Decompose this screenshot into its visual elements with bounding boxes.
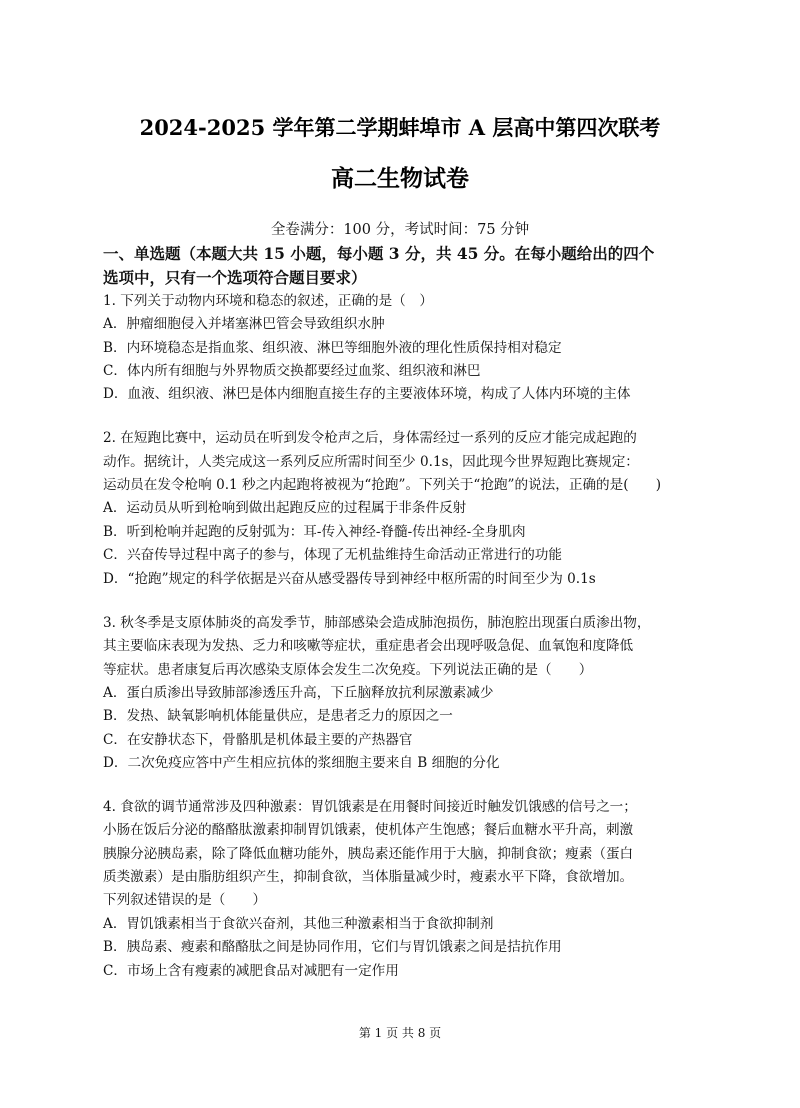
section-heading-line-2: 选项中，只有一个选项符合题目要求） <box>103 268 367 287</box>
question-4-stem-line-3: 胰腺分泌胰岛素，除了降低血糖功能外，胰岛素还能作用于大脑，抑制食欲；瘦素（蛋白 <box>103 846 634 862</box>
exam-subtitle: 高二生物试卷 <box>331 165 469 192</box>
exam-title: 2024-2025 学年第二学期蚌埠市 A 层高中第四次联考 <box>139 115 661 140</box>
page-number: 第 1 页 共 8 页 <box>358 1026 442 1040</box>
question-3-option-d: D．二次免疫应答中产生相应抗体的浆细胞主要来自 B 细胞的分化 <box>103 755 500 771</box>
section-heading-line-1: 一、单选题（本题大共 15 小题，每小题 3 分，共 45 分。在每小题给出的四个 <box>103 244 655 263</box>
question-2-option-a: A．运动员从听到枪响到做出起跑反应的过程属于非条件反射 <box>103 500 467 516</box>
question-2-stem-line-1: 2. 在短跑比赛中，运动员在听到发令枪声之后，身体需经过一系列的反应才能完成起跑的 <box>103 430 637 446</box>
question-3-option-a: A．蛋白质渗出导致肺部渗透压升高，下丘脑释放抗利尿激素减少 <box>103 685 494 701</box>
question-1-stem: 1. 下列关于动物内环境和稳态的叙述，正确的是（ ） <box>103 293 433 309</box>
question-2-stem-line-3: 运动员在发令枪响 0.1 秒之内起跑将被视为“抢跑”。下列关于“抢跑”的说法，正确的是( ) <box>103 477 662 493</box>
question-4-stem-line-2: 小肠在饭后分泌的酪酪肽激素抑制胃饥饿素，使机体产生饱感；餐后血糖水平升高，刺激 <box>103 822 634 838</box>
question-4-stem-line-4: 质类激素）是由脂肪组织产生，抑制食欲，当体脂量减少时，瘦素水平下降，食欲增加。 <box>103 869 634 885</box>
question-1-option-d: D．血液、组织液、淋巴是体内细胞直接生存的主要液体环境，构成了人体内环境的主体 <box>103 386 631 402</box>
question-4-stem-line-1: 4. 食欲的调节通常涉及四种激素：胃饥饿素是在用餐时间接近时触发饥饿感的信号之一； <box>103 799 637 815</box>
question-4-option-a: A．胃饥饿素相当于食欲兴奋剂，其他三种激素相当于食欲抑制剂 <box>103 916 494 932</box>
question-2-option-c: C．兴奋传导过程中离子的参与，体现了无机盐维持生命活动正常进行的功能 <box>103 547 562 563</box>
exam-info: 全卷满分：100 分，考试时间：75 分钟 <box>270 222 530 238</box>
question-4-option-c: C．市场上含有瘦素的减肥食品对减肥有一定作用 <box>103 963 399 979</box>
question-1-option-c: C．体内所有细胞与外界物质交换都要经过血浆、组织液和淋巴 <box>103 363 481 379</box>
question-2-stem-line-2: 动作。据统计，人类完成这一系列反应所需时间至少 0.1s，因此现今世界短跑比赛规定： <box>103 454 639 470</box>
question-4-stem-line-5: 下列叙述错误的是（ ） <box>103 892 267 908</box>
question-3-stem-line-1: 3. 秋冬季是支原体肺炎的高发季节，肺部感染会造成肺泡损伤，肺泡腔出现蛋白质渗出物， <box>103 615 651 631</box>
question-2-option-b: B．听到枪响并起跑的反射弧为：耳-传入神经-脊髓-传出神经-全身肌肉 <box>103 524 526 540</box>
question-2-option-d: D．“抢跑”规定的科学依据是兴奋从感受器传导到神经中枢所需的时间至少为 0.1s <box>103 571 596 587</box>
question-3-stem-line-3: 等症状。患者康复后再次感染支原体会发生二次免疫。下列说法正确的是（ ） <box>103 662 593 678</box>
question-1-option-b: B．内环境稳态是指血浆、组织液、淋巴等细胞外液的理化性质保持相对稳定 <box>103 340 562 356</box>
question-4-option-b: B．胰岛素、瘦素和酪酪肽之间是协同作用，它们与胃饥饿素之间是拮抗作用 <box>103 939 562 955</box>
question-3-option-b: B．发热、缺氧影响机体能量供应，是患者乏力的原因之一 <box>103 708 453 724</box>
question-3-stem-line-2: 其主要临床表现为发热、乏力和咳嗽等症状，重症患者会出现呼吸急促、血氧饱和度降低 <box>103 638 634 654</box>
question-1-option-a: A．肿瘤细胞侵入并堵塞淋巴管会导致组织水肿 <box>103 316 385 332</box>
question-3-option-c: C．在安静状态下，骨骼肌是机体最主要的产热器官 <box>103 732 413 748</box>
